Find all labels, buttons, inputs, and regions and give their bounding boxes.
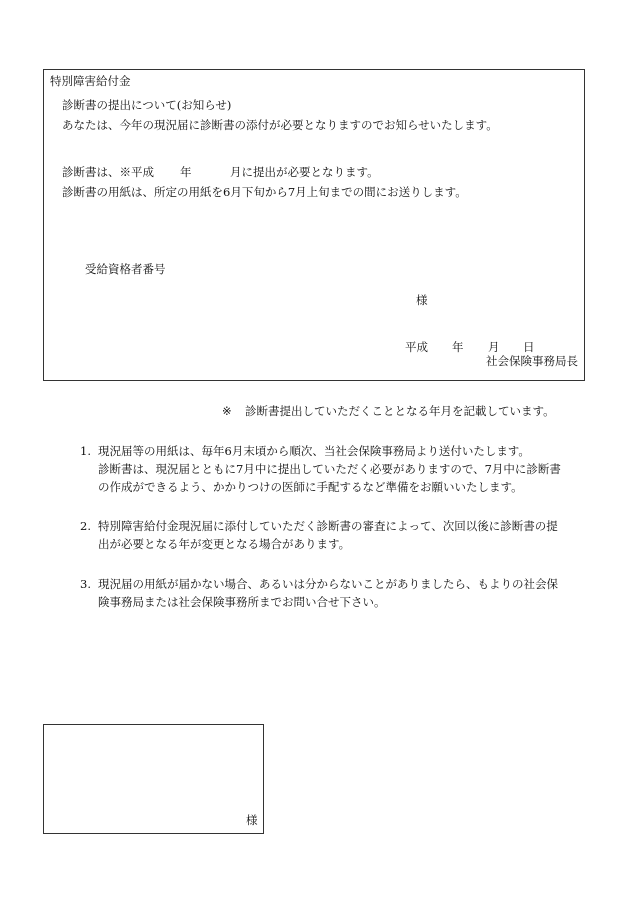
notice-intro: あなたは、今年の現況届に診断書の添付が必要となりますのでお知らせいたします。	[62, 118, 498, 132]
item-1-number: 1.	[80, 444, 91, 458]
item-2-line-1: 特別障害給付金現況届に添付していただく診断書の審査によって、次回以後に診断書の提	[98, 519, 558, 533]
item-1-line-3: の作成ができるよう、かかりつけの医師に手配するなど準備をお願いいたします。	[98, 480, 523, 494]
recipient-honorific: 様	[416, 293, 428, 307]
item-3-line-2: 険事務局または社会保険事務所までお問い合せ下さい。	[98, 595, 386, 609]
item-3-number: 3.	[80, 577, 91, 591]
item-2-line-2: 出が必要となる年が変更となる場合があります。	[98, 537, 351, 551]
deadline-year-unit: 年	[180, 165, 192, 179]
date-era: 平成	[405, 340, 428, 354]
address-honorific: 様	[246, 813, 258, 827]
deadline-prefix: 診断書は、※平成	[62, 165, 154, 179]
deadline-suffix: 月に提出が必要となります。	[230, 165, 379, 179]
item-1-line-2: 診断書は、現況届とともに7月中に提出していただく必要がありますので、7月中に診断書	[98, 462, 561, 476]
address-box	[43, 724, 264, 834]
footnote-text: 診断書提出していただくこととなる年月を記載しています。	[245, 404, 555, 418]
form-mailing-text: 診断書の用紙は、所定の用紙を6月下旬から7月上旬までの間にお送りします。	[62, 185, 467, 199]
date-year: 年	[452, 340, 464, 354]
item-3-line-1: 現況届の用紙が届かない場合、あるいは分からないことがありましたら、もよりの社会保	[98, 577, 558, 591]
footnote-mark: ※	[222, 404, 232, 418]
notice-heading: 特別障害給付金	[50, 74, 131, 88]
recipient-number-label: 受給資格者番号	[85, 262, 166, 276]
date-month: 月	[488, 340, 500, 354]
notice-subheading: 診断書の提出について(お知らせ)	[62, 98, 232, 112]
notice-box	[43, 69, 585, 381]
issuer: 社会保険事務局長	[486, 354, 578, 368]
item-1-line-1: 現況届等の用紙は、毎年6月末頃から順次、当社会保険事務局より送付いたします。	[98, 444, 530, 458]
date-day: 日	[523, 340, 535, 354]
item-2-number: 2.	[80, 519, 91, 533]
